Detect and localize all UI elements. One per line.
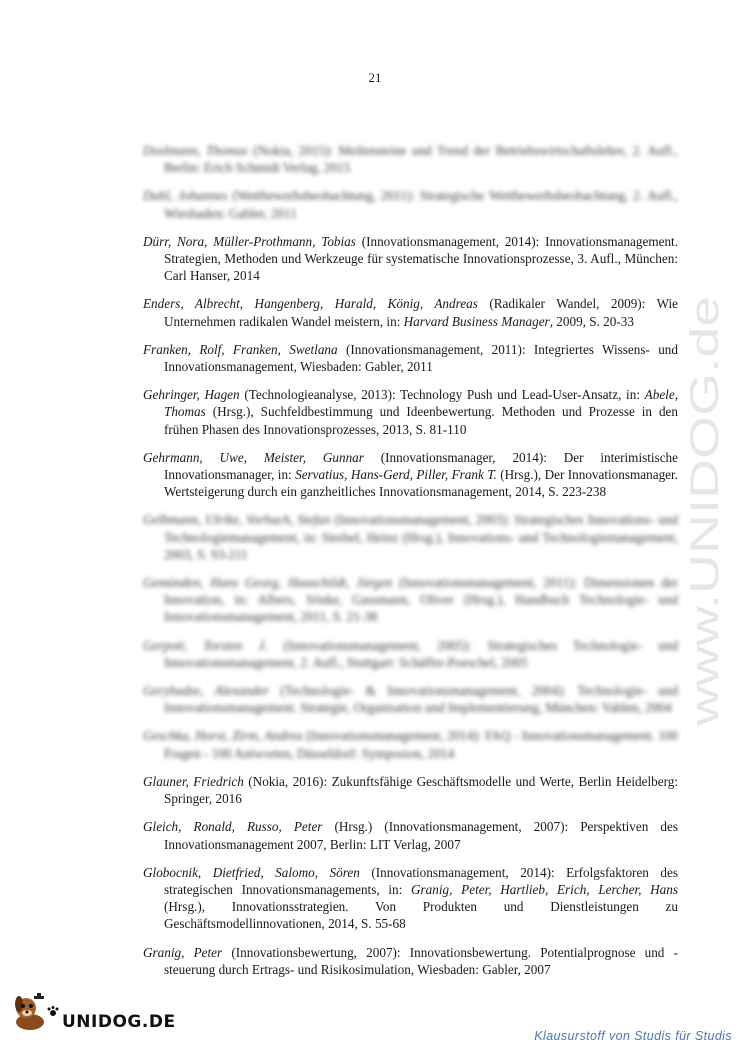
reference-entry (143, 187, 678, 221)
reference-italic-text: Gehrmann, Uwe, Meister, Gunnar (143, 449, 364, 465)
reference-entry (143, 386, 678, 438)
reference-text: (Innovationsmanagement, 2011): Dimensionen der Innovation, in: Albers, Sönke, Gassmann, Oliver (Hrsg.), Handbuch Technologie- und Innovationsmanagement, 2011, S. 21-38 (164, 575, 679, 625)
reference-italic-text: Gelbmann, Ulrike, Vorbach, Stefan (143, 512, 331, 528)
dog-icon (10, 992, 50, 1032)
reference-text: (Technologieanalyse, 2013): Technology Push und Lead-User-Ansatz, in: (239, 387, 645, 403)
reference-text: (Innovationsmanagement, 2005): Strategisches Technologie- und Innovationsmanagement, 2. Aufl., Stuttgart: Schäffer-Poeschel, 2005 (164, 637, 678, 670)
reference-italic-text: Dürr, Nora, Müller-Prothmann, Tobias (143, 233, 356, 249)
unidog-logo (10, 988, 176, 1032)
reference-text: (Innovationsmanagement, 2011): Integriertes Wissens- und Innovationsmanagement, Wiesbaden: Gabler, 2011 (164, 341, 678, 375)
reference-italic-text: Abele, Thomas (164, 387, 678, 420)
reference-text: , 2009, S. 20-33 (549, 313, 634, 329)
reference-text: (Innovationsmanagement, 2003): Strategisches Innovations- und Technologiemanagement, in: Strebel, Heinz (Hrsg.), Innovations- und Technologiemanagement, 2003, S. 93-211 (164, 512, 678, 562)
watermark-text: www.UNIDOG.de (683, 414, 727, 726)
reference-text: (Innovationsmanagement, 2014): Innovationsmanagement. Strategien, Methoden und Werkzeuge für systematische Innovationsprozesse, 3. Aufl., München: Carl Hanser, 2014 (164, 233, 679, 284)
reference-entry (143, 341, 678, 375)
reference-text: (Radikaler Wandel, 2009): Wie Unternehmen radikalen Wandel meistern, in: (164, 296, 679, 329)
reference-entry (143, 511, 678, 563)
reference-text: (Innovationsmanagement, 2014): FAQ - Innovationsmanagement. 100 Fragen - 100 Antworten, Düsseldorf: Symposion, 2014 (164, 728, 678, 761)
reference-italic-text: Geschka, Horst, Zirm, Andrea (143, 728, 303, 744)
page-number: 21 (368, 70, 382, 85)
reference-italic-text: Granig, Peter, Hartlieb, Erich, Lercher, Hans (411, 881, 678, 897)
reference-italic-text: Gerybadze, Alexander (143, 683, 269, 699)
reference-text: (Innovationsmanagement, 2014): Erfolgsfaktoren des strategischen Innovationsmanagements, in: (164, 864, 678, 897)
reference-entry (143, 637, 678, 671)
reference-entry (143, 142, 678, 176)
reference-entry (143, 449, 678, 501)
reference-italic-text: Doslmann, Thomas (143, 143, 248, 158)
reference-text: (Hrsg.), Suchfeldbestimmung und Ideenbewertung. Methoden und Prozesse in den frühen Phasen des Innovationsprozesses, 2013, S. 81-110 (164, 404, 678, 437)
reference-entry (143, 944, 678, 978)
reference-entry (143, 233, 678, 285)
reference-italic-text: Duhl, Johannes (143, 188, 228, 204)
reference-text: (Hrsg.), Innovationsstrategien. Von Produkten und Dienstleistungen zu Geschäftsmodellinnovationen, 2014, S. 55-68 (164, 899, 678, 932)
reference-list (143, 142, 678, 989)
reference-text: (Wettbewerbsbeobachtung, 2011): Strategische Wettbewerbsbeobachtung, 2. Aufl., Wiesbaden: Gabler, 2011 (164, 188, 678, 221)
reference-entry (143, 295, 678, 329)
reference-italic-text: Glauner, Friedrich (143, 773, 244, 789)
footer-tagline: Klausurstoff von Studis für Studis (534, 1029, 732, 1043)
reference-italic-text: Harvard Business Manager (403, 313, 550, 329)
reference-entry (143, 773, 678, 807)
reference-italic-text: Gemünden, Hans Georg, Hauschildt, Jürgen (143, 575, 393, 591)
reference-text: (Hrsg.) (Innovationsmanagement, 2007): Perspektiven des Innovationsmanagement 2007, Berlin: LIT Verlag, 2007 (164, 819, 678, 852)
reference-text: (Nokia, 2015): Meilensteine und Trend der Betriebswirtschaftslehre, 2. Aufl., Berlin: Erich Schmidt Verlag, 2015 (164, 143, 678, 176)
watermark (676, 290, 736, 730)
reference-italic-text: Gerpott, Torsten J. (143, 637, 268, 653)
reference-entry (143, 818, 678, 852)
reference-text: (Innovationsmanager, 2014): Der interimistische Innovationsmanager, in: (164, 449, 679, 483)
reference-italic-text: Enders, Albrecht, Hangenberg, Harald, König, Andreas (143, 296, 478, 312)
reference-entry (143, 864, 678, 933)
reference-italic-text: Franken, Rolf, Franken, Swetlana (143, 341, 338, 357)
reference-italic-text: Granig, Peter (143, 944, 223, 960)
reference-entry (143, 727, 678, 761)
paw-icon (46, 1004, 60, 1018)
reference-entry (143, 682, 678, 716)
reference-italic-text: Servatius, Hans-Gerd, Piller, Frank T. (295, 467, 497, 483)
reference-text: (Technologie- & Innovationsmanagement, 2004): Technologie- und Innovationsmanagement. Strategie, Organisation und Implementierung, München: Vahlen, 2004 (164, 683, 678, 716)
reference-text: (Hrsg.), Der Innovationsmanager. Wertsteigerung durch ein ganzheitliches Innovationsmanagement, 2014, S. 223-238 (164, 467, 678, 500)
reference-text: (Innovationsbewertung, 2007): Innovationsbewertung. Potentialprognose und -steuerung durch Ertrags- und Risikosimulation, Wiesbaden: Gabler, 2007 (164, 944, 678, 977)
reference-entry (143, 574, 678, 626)
reference-italic-text: Gleich, Ronald, Russo, Peter (143, 819, 323, 835)
reference-text: (Nokia, 2016): Zukunftsfähige Geschäftsmodelle und Werte, Berlin Heidelberg: Springer, 2016 (164, 773, 678, 807)
reference-italic-text: Globocnik, Dietfried, Salomo, Sören (143, 864, 360, 880)
reference-italic-text: Gehringer, Hagen (143, 387, 240, 403)
logo-text: UNIDOG.DE (62, 1012, 176, 1032)
